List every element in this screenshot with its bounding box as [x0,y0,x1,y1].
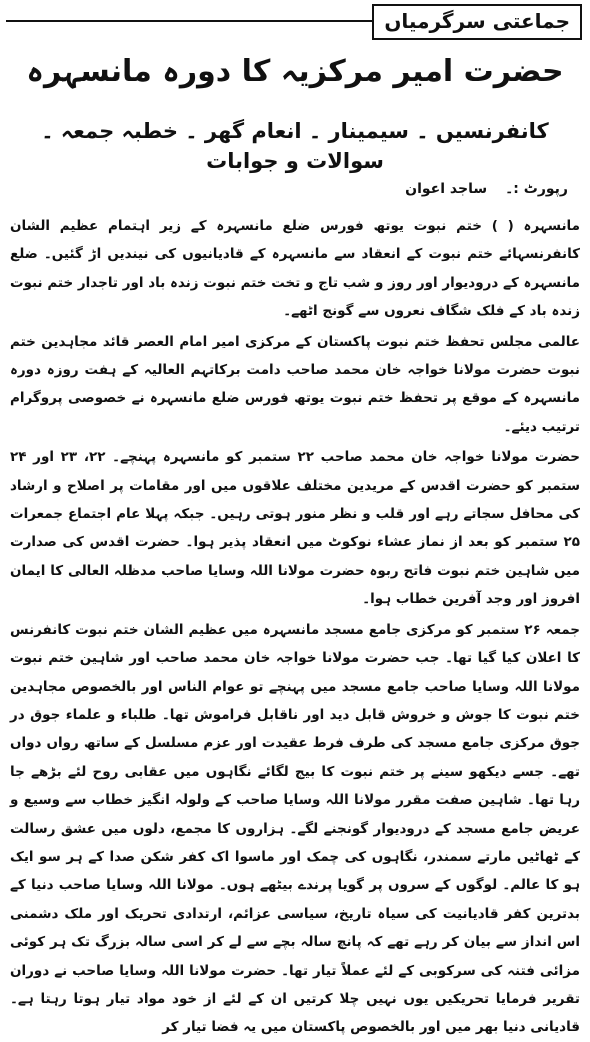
paragraph: جمعہ ۲۶ ستمبر کو مرکزی جامع مسجد مانسہرہ میں عظیم الشان ختم نبوت کانفرنس کا اعلان کیا گیا تھا۔ جب حضرت مولانا خواجہ خان محمد صاحب اور شاہین ختم نبوت مولانا اللہ وسایا صاحب جامع مسجد میں پہنچے تو عوام الناس اور بالخصوص مجاہدین ختم نبوت کا جوش و خروش قابل دید اور ناقابل فراموش تھا۔ طلباء و علماء جوق در جوق مرکزی جامع مسجد کی طرف فرط عقیدت اور عزم مسلسل کے ساتھ رواں دواں تھے۔ جسے دیکھو سینے پر ختم نبوت کا بیج لگائے نگاہوں میں عقابی روح لئے بڑھے جا رہا تھا۔ شاہین صفت مقرر مولانا اللہ وسایا صاحب کے ولولہ انگیز خطاب سے وسیع و عریض جامع مسجد کے درودیوار گونجنے لگے۔ ہزاروں کا مجمع، دلوں میں عشق رسالت کے ٹھاٹیں مارتے سمندر، نگاہوں کی چمک اور ماسوا اک کفر شکن صدا کے ہر سو ایک ہو کا عالم۔ لوگوں کے سروں پر گویا پرندے بیٹھے ہوں۔ مولانا اللہ وسایا صاحب دنیا کے بدترین کفر قادیانیت کی سیاہ تاریخ، سیاسی عزائم، ارتدادی تحریک اور ملک دشمنی اس انداز سے بیان کر رہے تھے کہ پانچ سالہ بچے سے لے کر اسی سالہ بزرگ تک ہر کوئی مزائی فتنہ کی سرکوبی کے لئے عملاً تیار تھا۔ حضرت مولانا اللہ وسایا صاحب نے دوران تقریر فرمایا تحریکیں یوں نہیں چلا کرتیں ان کے لئے از خود مواد تیار ہوتا رہتا ہے۔ قادیانی دنیا بھر میں اور بالخصوص پاکستان میں یہ فضا تیار کر [10,621,581,1036]
paragraph: حضرت مولانا خواجہ خان محمد صاحب ۲۲ ستمبر کو مانسہرہ پہنچے۔ ۲۲، ۲۳ اور ۲۴ ستمبر کو حضرت اقدس کے مریدین مختلف علاقوں میں اور مقامات پر اصلاح و ارشاد کی محافل سجاتے رہے اور قلب و نظر منور ہوتی رہیں۔ جبکہ پہلا عام اجتماع جمعرات ۲۵ ستمبر کو بعد از نماز عشاء نوکوٹ میں انعقاد پذیر ہوا۔ حضرت اقدس کی صدارت میں شاہین ختم نبوت فاتح ربوہ حضرت مولانا اللہ وسایا صاحب مدظلہ العالی کا ایمان افروز اور وجد آفرین خطاب ہوا۔ [10,449,580,608]
paragraph: مانسہرہ ( ) ختم نبوت یوتھ فورس ضلع مانسہرہ کے زیر اہتمام عظیم الشان کانفرنسہائے ختم نبوت کے انعقاد سے مانسہرہ کے قادیانیوں کی نیندیں اڑ گئیں۔ ضلع مانسہرہ کے درودیوار اور روز و شب تاج و تخت ختم نبوت زندہ باد اور تاجدار ختم نبوت زندہ باد کے فلک شگاف نعروں سے گونج اٹھے۔ [10,218,580,320]
byline-author: ساجد اعوان [405,181,488,197]
article-body [10,212,580,1042]
article-headline: حضرت امیر مرکزیہ کا دورہ مانسہرہ [26,54,564,89]
byline-label: رپورٹ :۔ [505,181,568,197]
paragraph: عالمی مجلس تحفظ ختم نبوت پاکستان کے مرکزی امیر امام العصر قائد مجاہدین ختم نبوت حضرت مولانا خواجہ خان محمد صاحب دامت برکاتہم العالیہ کے ہفت روزہ دورہ مانسہرہ کے موقع پر تحفظ ختم نبوت یوتھ فورس ضلع مانسہرہ نے خصوصی پروگرام ترتیب دیئے۔ [10,333,580,435]
header-rule [6,20,426,22]
byline [405,178,568,200]
article-subheadline: کانفرنسیں ۔ سیمینار ۔ انعام گھر ۔ خطبہ جمعہ ۔ سوالات و جوابات [41,119,549,173]
section-label: جماعتی سرگرمیاں [372,4,582,40]
